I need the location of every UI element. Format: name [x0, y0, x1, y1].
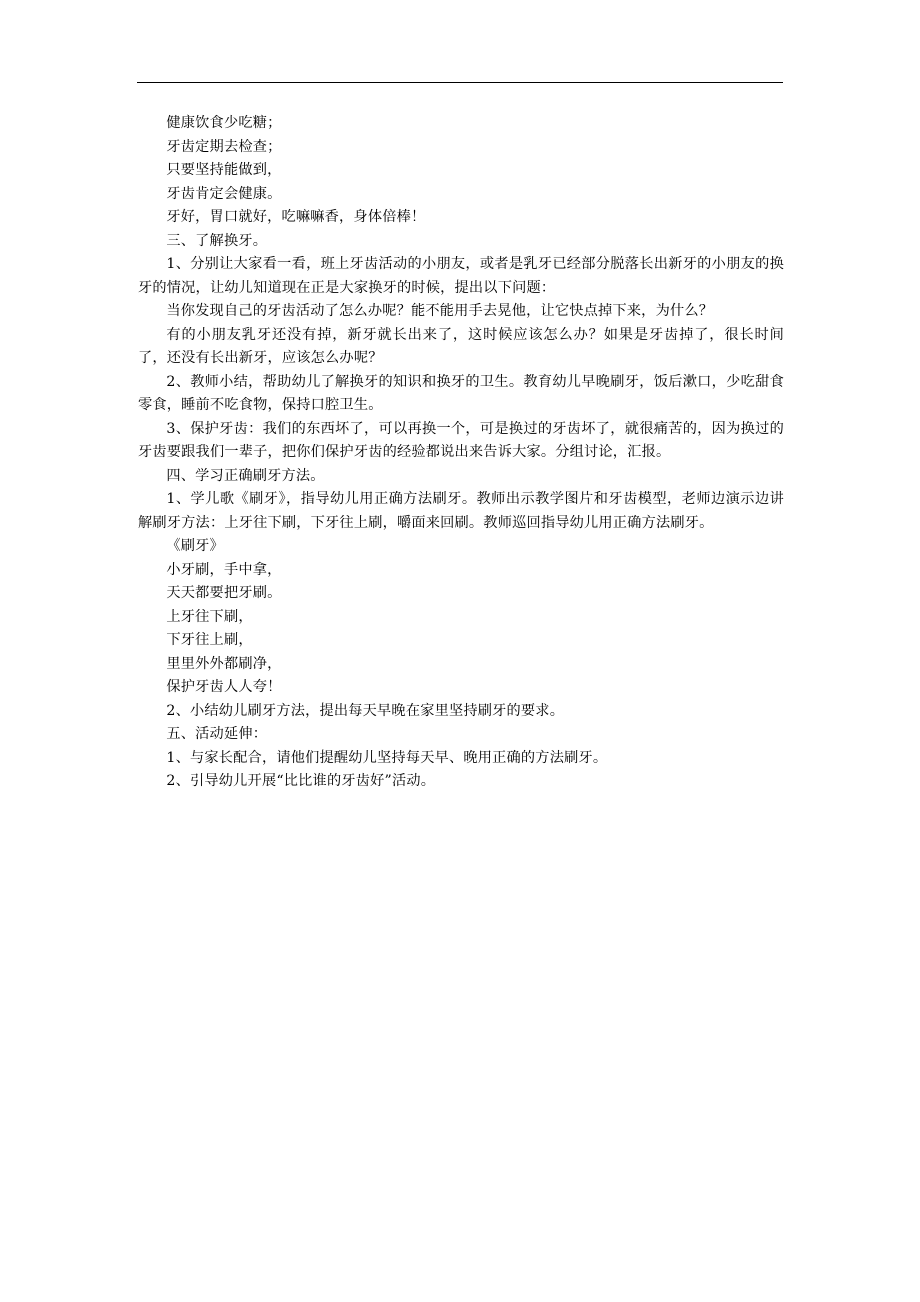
song-line-6: 保护牙齿人人夸！ — [166, 679, 282, 695]
slogan-line: 牙好，胃口就好，吃嘛嘛香，身体倍棒！ — [166, 209, 426, 225]
paragraph-3-1: 1、分别让大家看一看，班上牙齿活动的小朋友，或者是乳牙已经部分脱落长出新牙的小朋友的换牙的情况，让幼儿知道现在正是大家换牙的时候，提出以下问题： — [138, 256, 784, 296]
question-2: 有的小朋友乳牙还没有掉，新牙就长出来了，这时候应该怎么办？如果是牙齿掉了，很长时间了，还没有长出新牙，应该怎么办呢？ — [138, 326, 784, 366]
song-line-5: 里里外外都刷净， — [166, 655, 282, 672]
section-heading-5: 五、活动延伸： — [166, 726, 268, 742]
question-1: 当你发现自己的牙齿活动了怎么办呢？能不能用手去晃他，让它快点掉下来，为什么？ — [166, 303, 714, 319]
song-line-4: 下牙往上刷， — [166, 632, 253, 648]
poem-line-3: 只要坚持能做到， — [166, 162, 282, 178]
paragraph-5-1: 1、与家长配合，请他们提醒幼儿坚持每天早、晚用正确的方法刷牙。 — [166, 749, 608, 766]
header-rule — [137, 82, 783, 83]
song-line-2: 天天都要把牙刷。 — [166, 585, 282, 601]
paragraph-4-2: 2、小结幼儿刷牙方法，提出每天早晚在家里坚持刷牙的要求。 — [166, 702, 565, 719]
section-heading-4: 四、学习正确刷牙方法。 — [166, 467, 325, 484]
paragraph-4-1: 1、学儿歌《刷牙》，指导幼儿用正确方法刷牙。教师出示教学图片和牙齿模型，老师边演示边讲解刷牙方法：上牙往下刷，下牙往上刷，嚼面来回刷。教师巡回指导幼儿用正确方法刷牙。 — [138, 491, 784, 531]
paragraph-3-3: 3、保护牙齿：我们的东西坏了，可以再换一个，可是换过的牙齿坏了，就很痛苦的，因为换过的牙齿要跟我们一辈子，把你们保护牙齿的经验都说出来告诉大家。分组讨论，汇报。 — [138, 420, 784, 460]
song-line-3: 上牙往下刷， — [166, 608, 253, 625]
section-heading-3: 三、了解换牙。 — [166, 232, 268, 249]
poem-line-2: 牙齿定期去检查； — [166, 138, 282, 155]
song-title: 《刷牙》 — [166, 538, 224, 554]
paragraph-3-2: 2、教师小结，帮助幼儿了解换牙的知识和换牙的卫生。教育幼儿早晚刷牙，饭后漱口，少吃甜食零食，睡前不吃食物，保持口腔卫生。 — [138, 373, 784, 413]
paragraph-5-2: 2、引导幼儿开展“比比谁的牙齿好”活动。 — [166, 773, 436, 789]
poem-line-4: 牙齿肯定会健康。 — [166, 185, 282, 202]
song-line-1: 小牙刷，手中拿， — [166, 561, 282, 578]
document-body — [138, 112, 784, 794]
poem-line-1: 健康饮食少吃糖； — [166, 115, 282, 131]
